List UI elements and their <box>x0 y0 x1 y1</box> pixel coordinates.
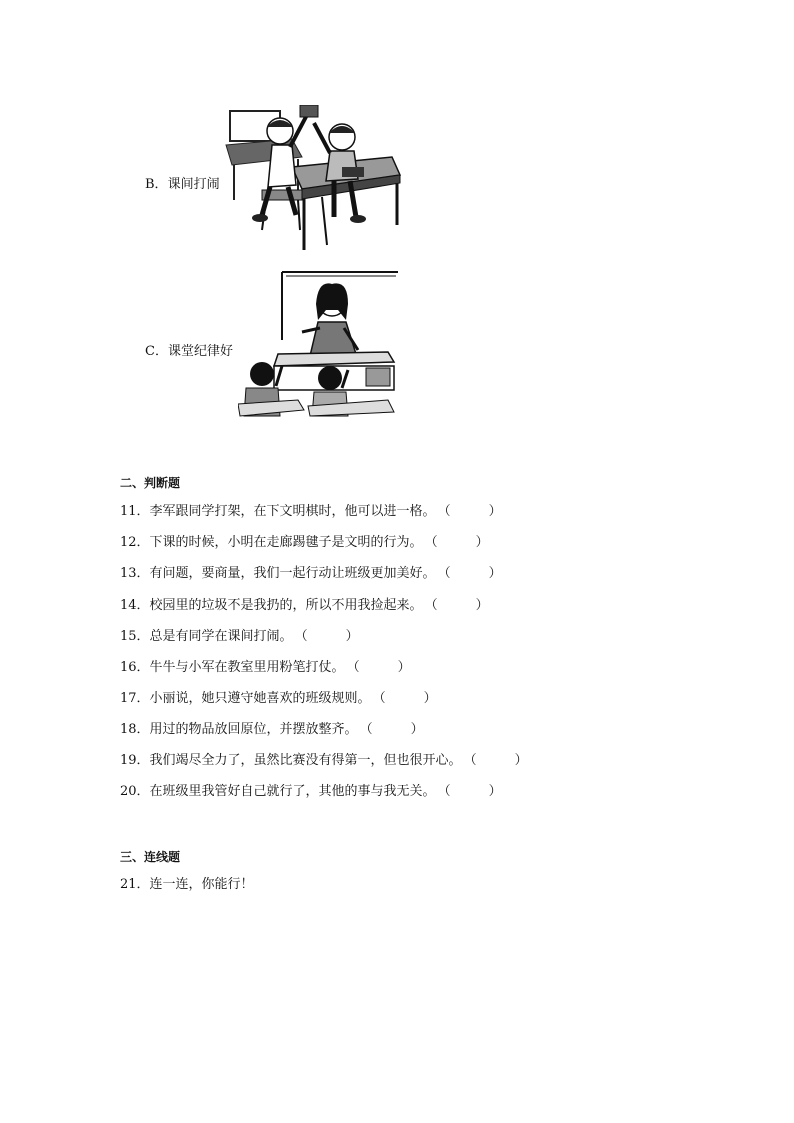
option-c-label: C．课堂纪律好 <box>145 344 233 359</box>
answer-paren[interactable]: （ ） <box>346 660 411 675</box>
question-16: 16．牛牛与小军在教室里用粉笔打仗。 （ ） <box>120 656 411 675</box>
illustration-classroom-order <box>238 270 400 418</box>
answer-paren[interactable]: （ ） <box>437 784 502 799</box>
answer-paren[interactable]: （ ） <box>424 535 489 550</box>
answer-paren[interactable]: （ ） <box>359 722 424 737</box>
answer-paren[interactable]: （ ） <box>463 753 528 768</box>
answer-paren[interactable]: （ ） <box>424 598 489 613</box>
question-21: 21．连一连，你能行！ <box>120 877 254 892</box>
question-13: 13．有问题，要商量，我们一起行动让班级更加美好。 （ ） <box>120 562 502 581</box>
section-title-matching: 三、连线题 <box>120 850 181 864</box>
question-15: 15．总是有同学在课间打闹。 （ ） <box>120 625 359 644</box>
illustration-classroom-fighting <box>222 105 402 253</box>
answer-paren[interactable]: （ ） <box>294 629 359 644</box>
option-b-label: B．课间打闹 <box>145 177 220 192</box>
question-14: 14．校园里的垃圾不是我扔的，所以不用我捡起来。 （ ） <box>120 594 489 613</box>
question-18: 18．用过的物品放回原位，并摆放整齐。 （ ） <box>120 718 424 737</box>
question-12: 12．下课的时候，小明在走廊踢毽子是文明的行为。 （ ） <box>120 531 489 550</box>
question-11: 11．李军跟同学打架，在下文明棋时，他可以进一格。 （ ） <box>120 500 502 519</box>
answer-paren[interactable]: （ ） <box>372 691 437 706</box>
question-17: 17．小丽说，她只遵守她喜欢的班级规则。 （ ） <box>120 687 437 706</box>
question-19: 19．我们竭尽全力了，虽然比赛没有得第一，但也很开心。 （ ） <box>120 749 528 768</box>
section-title-judgement: 二、判断题 <box>120 476 181 490</box>
answer-paren[interactable]: （ ） <box>437 504 502 519</box>
answer-paren[interactable]: （ ） <box>437 566 502 581</box>
question-20: 20．在班级里我管好自己就行了，其他的事与我无关。 （ ） <box>120 780 502 799</box>
